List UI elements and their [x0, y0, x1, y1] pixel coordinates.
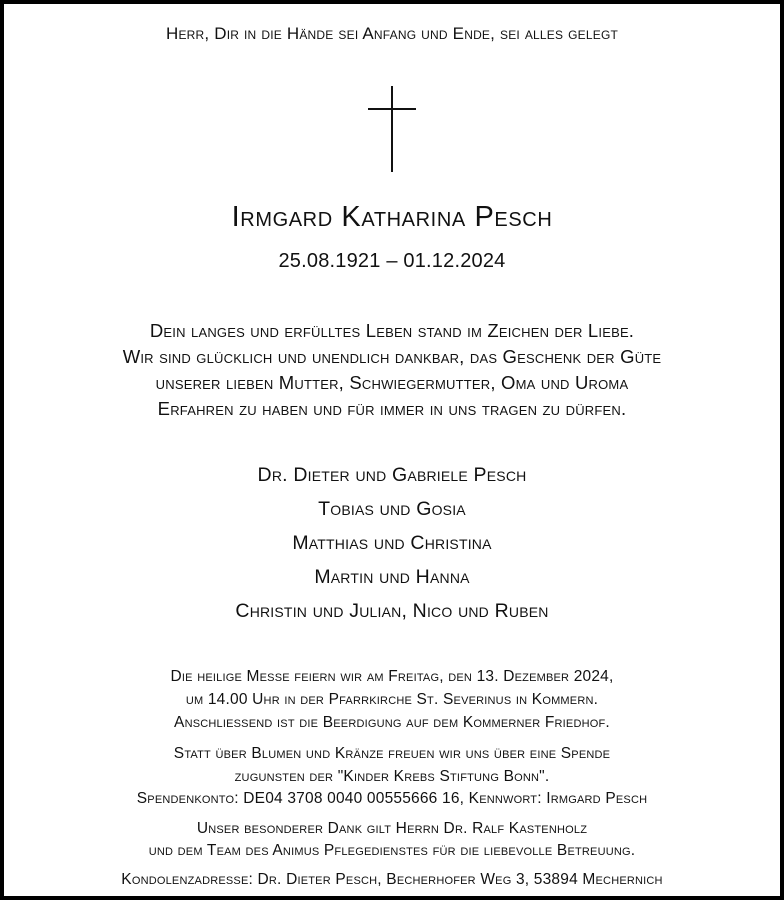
family-line: Matthias und Christina	[292, 532, 492, 554]
family-line: Christin und Julian, Nico und Ruben	[235, 600, 549, 622]
cross-icon	[368, 86, 416, 174]
life-dates: 25.08.1921 – 01.12.2024	[278, 250, 506, 272]
donation-line: Statt über Blumen und Kränze freuen wir uns über eine Spende	[173, 745, 611, 762]
verse-line: Erfahren zu haben und für immer in uns tragen zu dürfen.	[157, 398, 627, 419]
donation-account: Spendenkonto: DE04 3708 0040 00555666 16, Kennwort: Irmgard Pesch	[136, 790, 648, 807]
family-line: Martin und Hanna	[314, 566, 470, 588]
donation-line: zugunsten der "Kinder Krebs Stiftung Bonn".	[234, 768, 550, 785]
family-line: Tobias und Gosia	[318, 498, 466, 520]
thanks-line: Unser besonderer Dank gilt Herrn Dr. Ralf Kastenholz	[196, 820, 588, 837]
family-line: Dr. Dieter und Gabriele Pesch	[257, 464, 527, 486]
verse-line: unserer lieben Mutter, Schwiegermutter, Oma und Uroma	[155, 372, 629, 393]
condolence-address: Kondolenzadresse: Dr. Dieter Pesch, Becherhofer Weg 3, 53894 Mechernich	[121, 871, 663, 888]
motto: Herr, Dir in die Hände sei Anfang und Ende, sei alles gelegt	[165, 24, 619, 43]
mass-line: Die heilige Messe feiern wir am Freitag, den 13. Dezember 2024,	[170, 668, 614, 685]
deceased-name: Irmgard Katharina Pesch	[231, 201, 553, 233]
thanks-line: und dem Team des Animus Pflegedienstes für die liebevolle Betreuung.	[148, 842, 636, 859]
verse-line: Dein langes und erfülltes Leben stand im Zeichen der Liebe.	[149, 320, 635, 341]
verse-line: Wir sind glücklich und unendlich dankbar, das Geschenk der Güte	[122, 346, 662, 367]
mass-line: Anschliessend ist die Beerdigung auf dem Kommerner Friedhof.	[174, 714, 610, 731]
obituary-notice	[4, 4, 780, 896]
mass-line: um 14.00 Uhr in der Pfarrkirche St. Severinus in Kommern.	[185, 691, 599, 708]
